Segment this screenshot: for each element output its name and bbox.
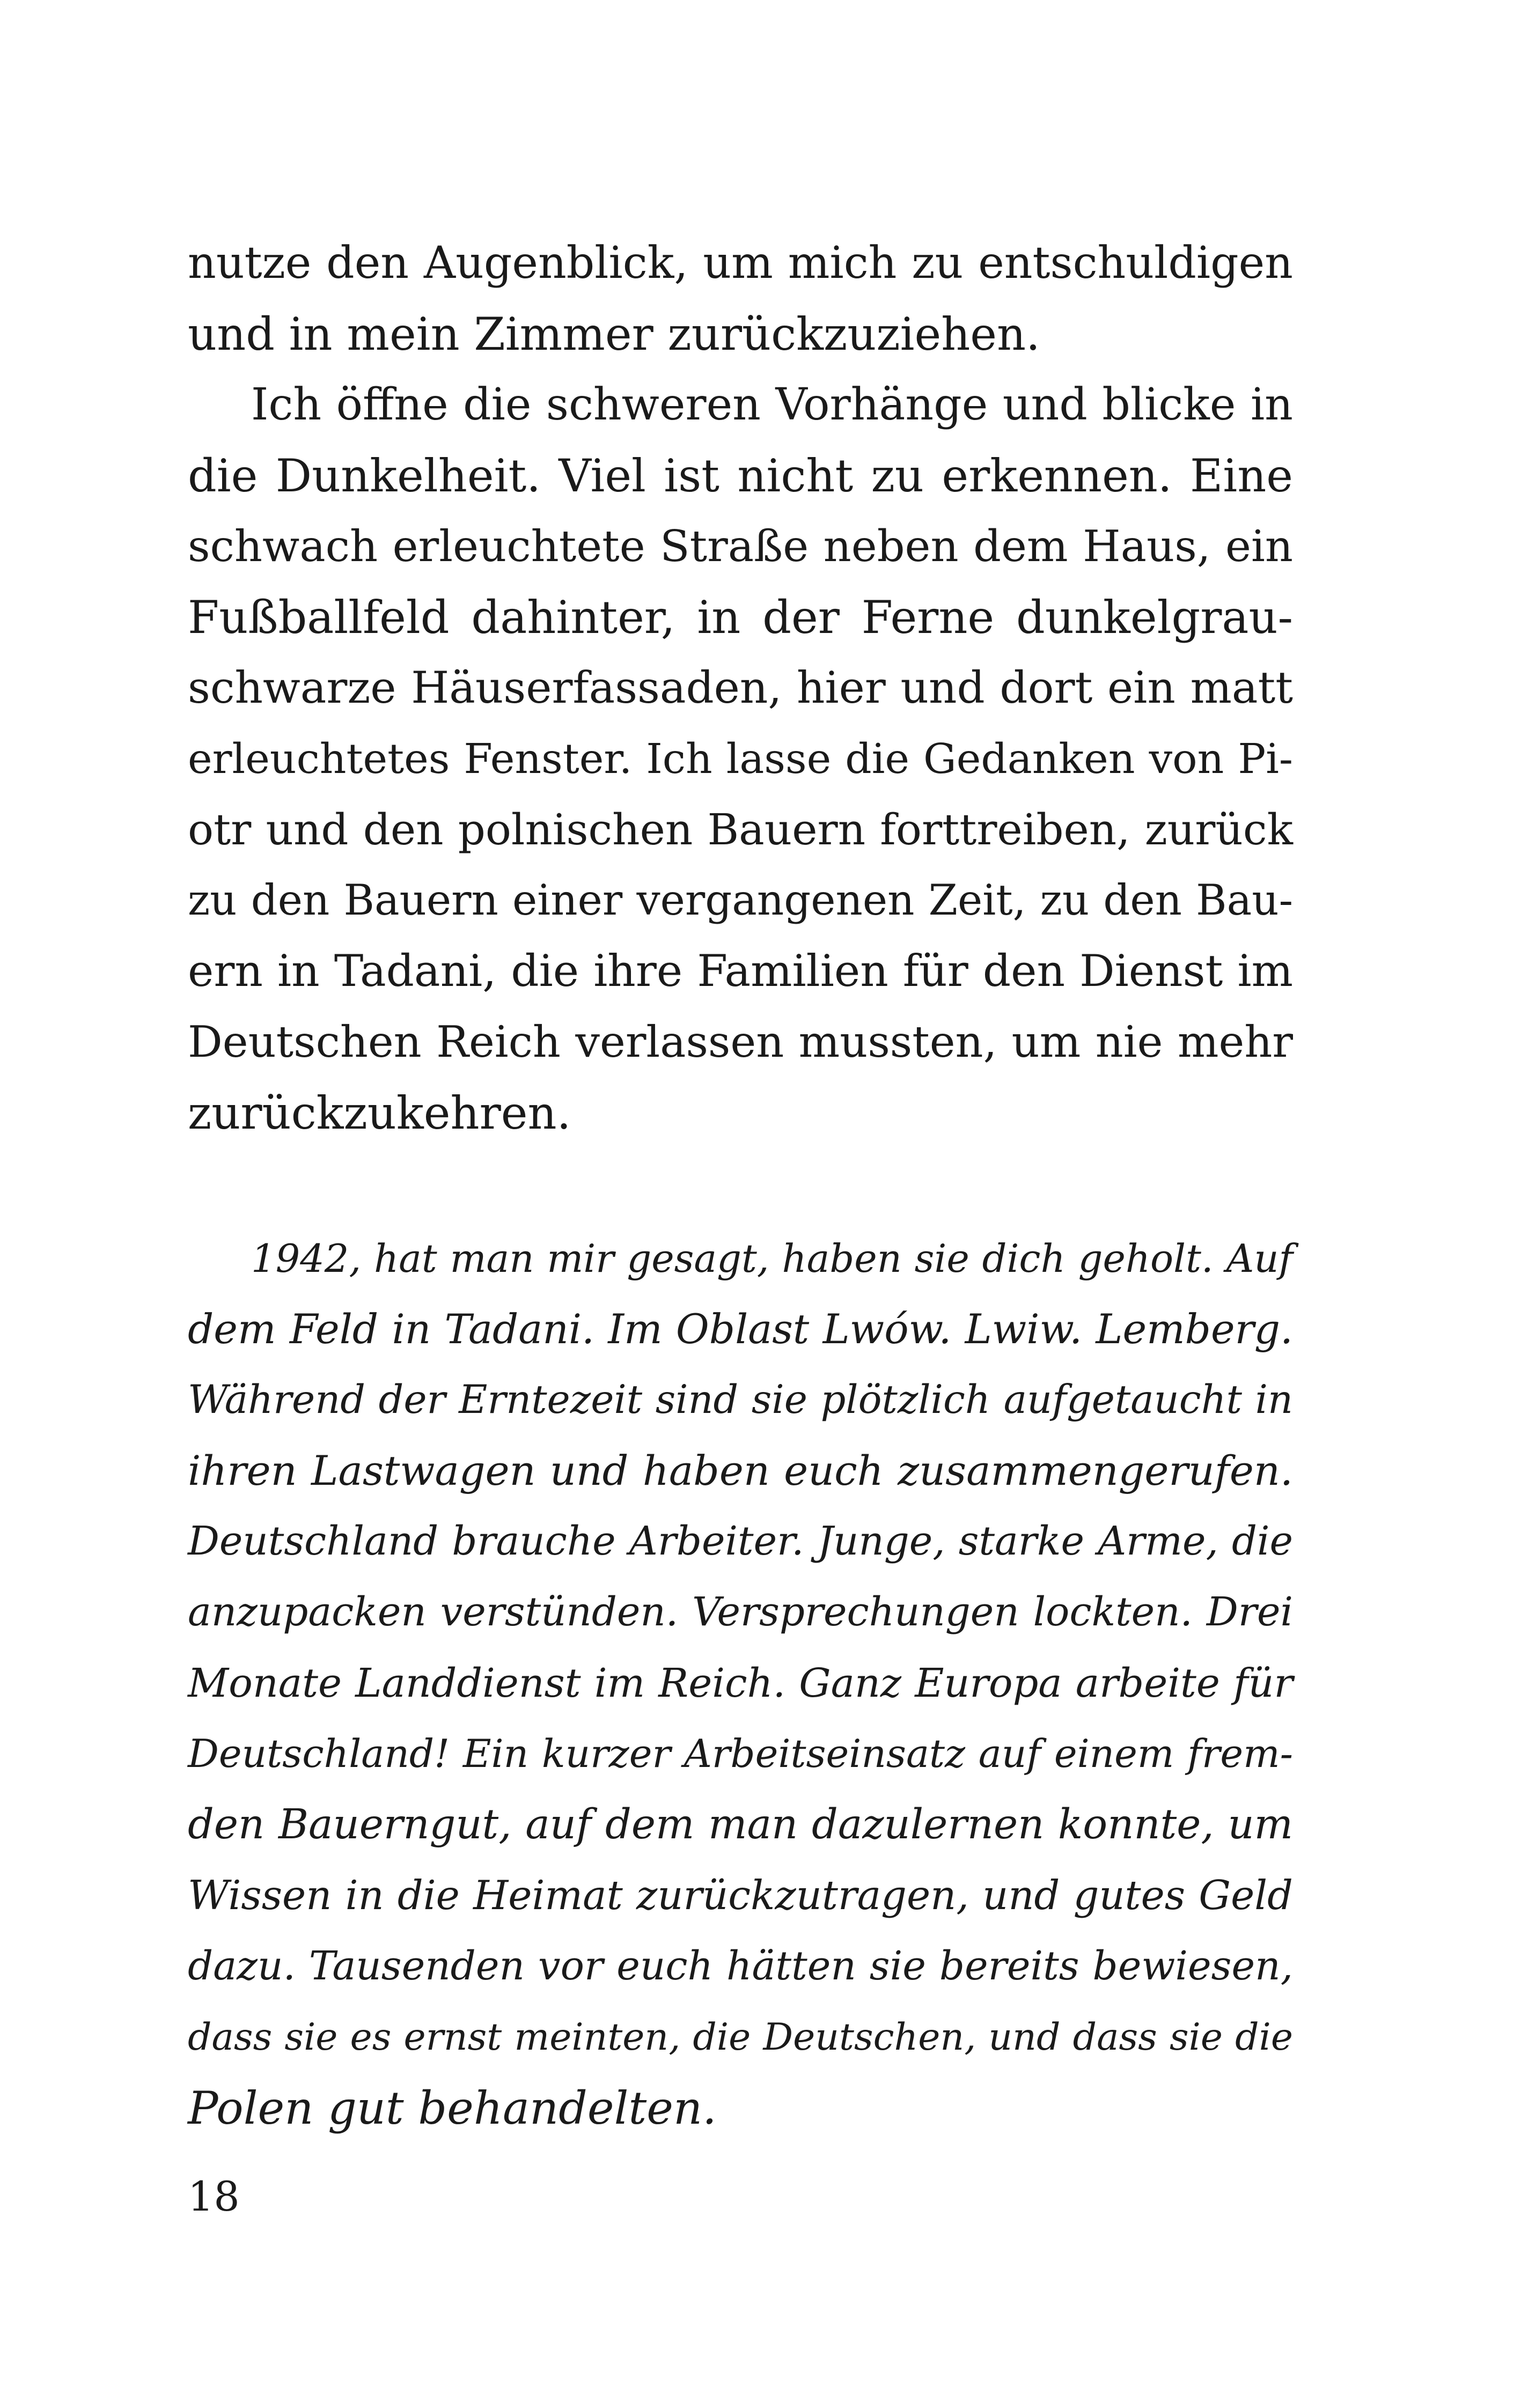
text-line: nutze den Augenblick, um mich zu entschuldigen [188,238,1293,289]
italic-line: ihren Lastwagen und haben euch zusammengerufen. [188,1447,1293,1494]
page-number: 18 [188,2173,240,2220]
roman-text-block [188,228,1293,1148]
text-line: zu den Bauern einer vergangenen Zeit, zu den Bau- [188,876,1293,925]
italic-line: dazu. Tausenden vor euch hätten sie bereits bewiesen, [188,1943,1293,1989]
text-line: zurückzukehren. [188,1087,571,1139]
italic-text-block [188,1223,1293,2144]
text-line: otr und den polnischen Bauern forttreiben, zurück [188,805,1293,855]
italic-line: dass sie es ernst meinten, die Deutschen, und dass sie die [188,2015,1293,2059]
text-line: Deutschen Reich verlassen mussten, um nie mehr [188,1017,1293,1067]
italic-line: 1942, hat man mir gesagt, haben sie dich geholt. Auf [251,1236,1293,1281]
italic-line: Deutschland brauche Arbeiter. Junge, starke Arme, die [188,1519,1293,1564]
text-line: ern in Tadani, die ihre Familien für den Dienst im [188,946,1293,997]
text-line: erleuchtetes Fenster. Ich lasse die Gedanken von Pi- [188,735,1293,783]
italic-line: Während der Erntezeit sind sie plötzlich aufgetaucht in [188,1377,1293,1423]
text-line: schwarze Häuserfassaden, hier und dort ein matt [188,662,1293,713]
italic-line: Polen gut behandelten. [188,2082,717,2134]
italic-line: Wissen in die Heimat zurückzutragen, und gutes Geld [188,1872,1293,1919]
text-line: Fußballfeld dahinter, in der Ferne dunkelgrau- [188,591,1293,644]
text-line: die Dunkelheit. Viel ist nicht zu erkennen. Eine [188,450,1293,502]
text-line: Ich öffne die schweren Vorhänge und blicke in [251,379,1293,430]
italic-line: anzupacken verstünden. Versprechungen lockten. Drei [188,1589,1293,1635]
text-line: schwach erleuchtete Straße neben dem Haus, ein [188,521,1293,572]
italic-line: Monate Landdienst im Reich. Ganz Europa arbeite für [188,1660,1293,1706]
italic-line: Deutschland! Ein kurzer Arbeitseinsatz auf einem frem- [188,1732,1293,1777]
italic-line: den Bauerngut, auf dem man dazulernen konnte, um [188,1801,1293,1849]
text-line: und in mein Zimmer zurückzuziehen. [188,308,1040,360]
italic-line: dem Feld in Tadani. Im Oblast Lwów. Lwiw. Lemberg. [188,1306,1293,1353]
